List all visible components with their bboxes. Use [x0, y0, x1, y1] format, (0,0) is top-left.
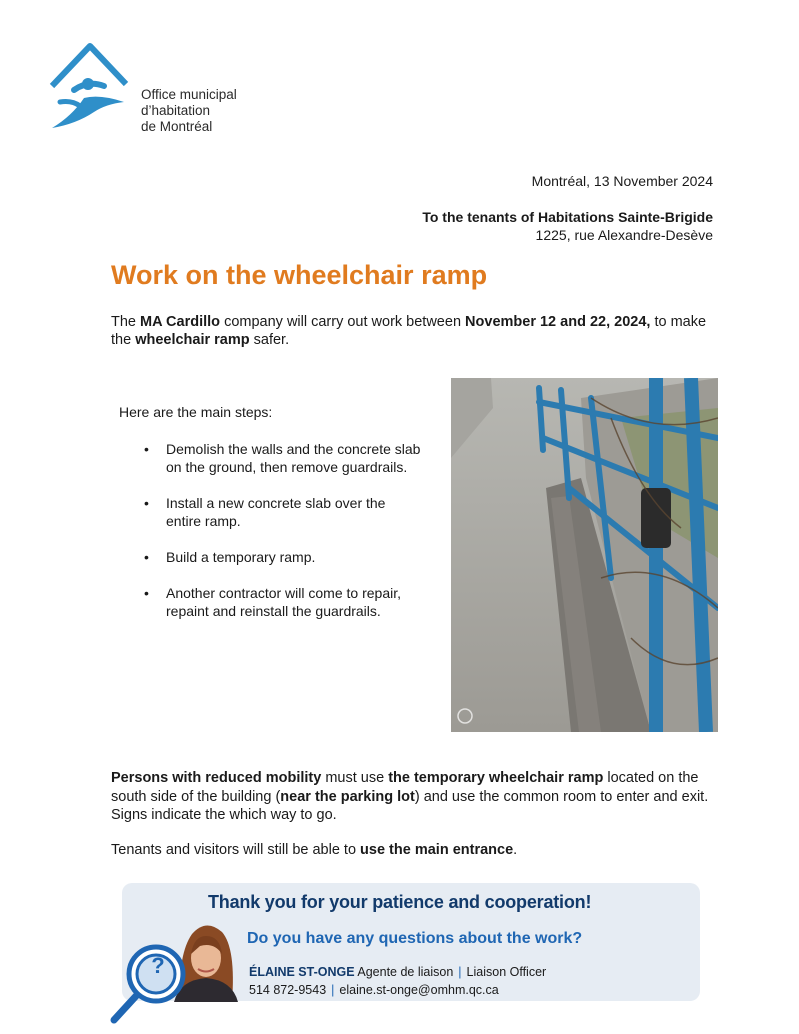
thanks-heading: Thank you for your patience and cooperation!: [208, 892, 592, 912]
intro-text: company will carry out work between: [220, 314, 466, 330]
main-entrance-emphasis: use the main entrance: [360, 842, 514, 858]
tenants-text: Tenants and visitors will still be able to: [111, 842, 361, 858]
list-item: • Build a temporary ramp.: [144, 548, 424, 566]
intro-text: to make the: [111, 314, 707, 348]
contact-role-fr: Agente de liaison: [357, 965, 454, 979]
tenants-paragraph: [111, 842, 721, 858]
contractor-name: MA Cardillo: [140, 314, 221, 330]
page-title: Work on the wheelchair ramp: [111, 260, 488, 290]
recipient-block: [422, 208, 713, 244]
separator: |: [331, 983, 335, 997]
contact-details: [249, 983, 499, 997]
contact-email: elaine.st-onge@omhm.qc.ca: [339, 983, 499, 997]
intro-paragraph: [111, 313, 721, 349]
contact-role-en: Liaison Officer: [466, 965, 547, 979]
list-item: • Another contractor will come to repair, repaint and reinstall the guardrails.: [144, 584, 424, 620]
organization-name-line: de Montréal: [141, 119, 213, 134]
organization-name-line: d’habitation: [141, 103, 211, 118]
contact-name: ÉLAINE ST-ONGE: [249, 965, 355, 979]
letter-date: Montréal, 13 November 2024: [531, 173, 713, 189]
omhm-logo-icon: [46, 40, 136, 132]
ramp-photo: [451, 378, 718, 732]
intro-text: The: [111, 314, 141, 330]
recipient-address: 1225, rue Alexandre-Desève: [535, 227, 713, 243]
ramp-emphasis: wheelchair ramp: [135, 332, 250, 348]
organization-name-line: Office municipal: [141, 87, 237, 102]
list-item: • Demolish the walls and the concrete slab on the ground, then remove guardrails.: [144, 440, 424, 476]
mobility-text: located on the south side of the building (: [111, 770, 699, 805]
mobility-text: must use: [321, 770, 389, 786]
tenants-text: .: [513, 842, 518, 858]
mobility-paragraph: [111, 769, 721, 825]
mobility-text: ) and use the common room to enter and exit. Signs indicate the which way to go.: [111, 788, 709, 823]
question-mark-glyph: ?: [151, 953, 165, 978]
intro-text: safer.: [249, 332, 290, 348]
contact-phone: 514 872-9543: [249, 983, 327, 997]
mobility-emphasis: Persons with reduced mobility: [111, 770, 322, 786]
parking-lot-emphasis: near the parking lot: [280, 788, 415, 805]
recipient-name: To the tenants of Habitations Sainte-Brigide: [422, 209, 713, 225]
temporary-ramp-emphasis: the temporary wheelchair ramp: [388, 770, 604, 786]
list-item: • Install a new concrete slab over the entire ramp.: [144, 494, 424, 530]
separator: |: [458, 965, 462, 979]
work-dates: November 12 and 22, 2024,: [465, 314, 651, 330]
questions-heading: Do you have any questions about the work?: [247, 930, 583, 947]
organization-name: [141, 87, 237, 135]
steps-heading: Here are the main steps:: [119, 404, 273, 420]
steps-list: [144, 440, 424, 638]
contact-line: [249, 965, 546, 979]
